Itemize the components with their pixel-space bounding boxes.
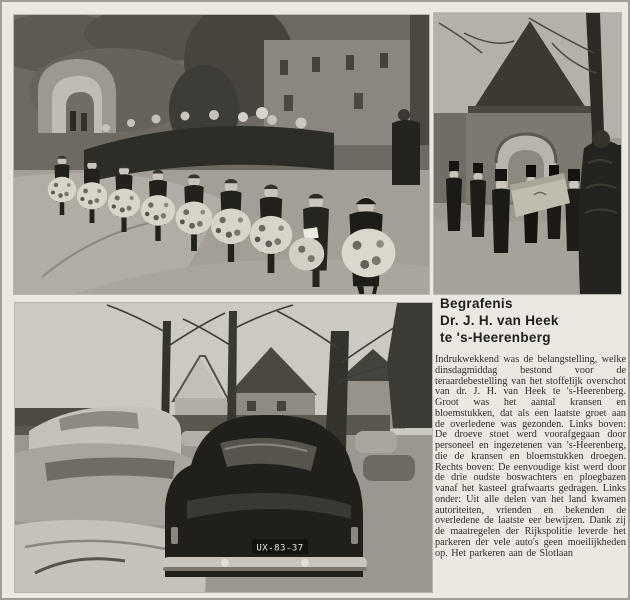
photo-funeral-procession xyxy=(14,15,429,294)
distant-person xyxy=(70,111,76,131)
window xyxy=(346,55,354,70)
head xyxy=(267,115,277,125)
head xyxy=(127,119,135,127)
window xyxy=(284,95,293,111)
mourner xyxy=(392,120,420,185)
head xyxy=(592,130,610,148)
fur-coat-figure xyxy=(579,141,621,294)
window xyxy=(280,60,288,75)
license-plate-text: UX-83-37 xyxy=(256,543,304,554)
head xyxy=(181,112,190,121)
parking-scene xyxy=(15,303,432,592)
procession-scene xyxy=(14,15,429,294)
tail-light xyxy=(171,527,178,544)
distant-person xyxy=(81,113,87,131)
head xyxy=(152,115,161,124)
article-body: Indrukwekkend was de belangstelling, welke dinsdagmiddag bestond voor de teraardebestelling van het stoffelijk overschot van dr. J. H. van Heek te 's-Heerenberg. Groot was het aantal kransen en bloemstukken, dat als een laatste groet aan de overledene was gezonden. Links boven: De droeve stoet werd voorafgegaan door personeel en ingezetenen van 's-Heerenberg, die de kransen en bloemstukken droegen. Rechts boven: De eenvoudige kist werd door de drie oudste boswachters en ploegbazen vanaf het kasteel grafwaarts gedragen. Links onder: Uit alle delen van het land kwamen autoriteiten, vrienden en bekenden de overledene de laatste eer bewijzen. Dank zij de maatregelen der Rijkspolitie leverde het parkeren der vele auto's geen moeilijkheden op. Het parkeren aan de Slotlaan xyxy=(435,354,626,559)
article-column xyxy=(435,295,626,600)
headline-line-3: te 's-Heerenberg xyxy=(440,330,551,345)
bumper-guard xyxy=(221,559,229,567)
window xyxy=(277,401,286,411)
bumper-shadow xyxy=(163,567,367,571)
window xyxy=(354,93,363,109)
coffin-scene xyxy=(434,13,621,294)
head xyxy=(102,124,110,132)
head xyxy=(296,118,307,129)
photo-coffin-bearers xyxy=(434,13,621,294)
head xyxy=(238,112,248,122)
window xyxy=(247,401,256,411)
window xyxy=(312,57,320,72)
photo-parked-cars xyxy=(15,303,432,592)
lady-light-hat xyxy=(256,107,268,119)
window xyxy=(380,53,388,68)
bumper-guard xyxy=(301,559,309,567)
headline-line-1: Begrafenis xyxy=(440,296,513,311)
article-headline xyxy=(440,295,626,346)
tail-light xyxy=(351,527,358,544)
head xyxy=(398,109,410,121)
head xyxy=(209,110,219,120)
headline-line-2: Dr. J. H. van Heek xyxy=(440,313,559,328)
